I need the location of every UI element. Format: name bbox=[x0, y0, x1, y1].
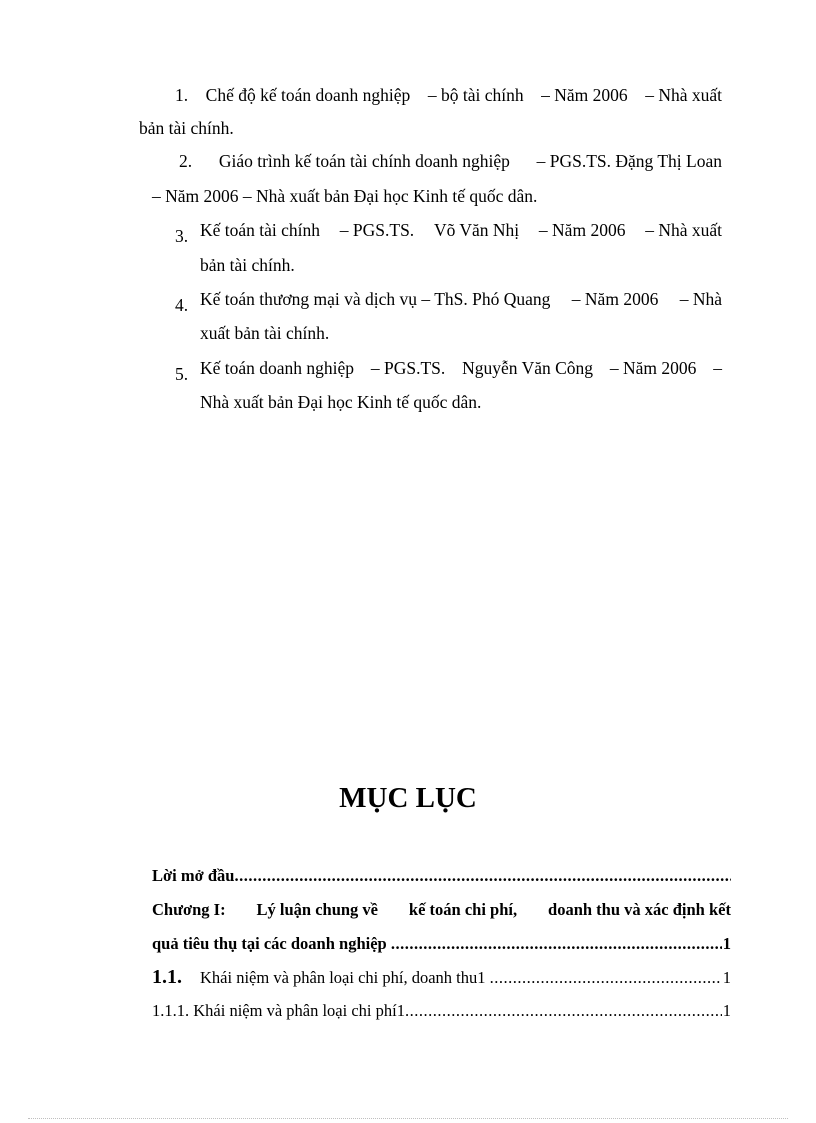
reference-4-line-1 bbox=[200, 288, 722, 310]
reference-text: – bbox=[713, 358, 722, 378]
reference-text: – Năm 2006 bbox=[541, 85, 628, 105]
toc-entry-section-1-1-1[interactable] bbox=[152, 1000, 731, 1022]
reference-1-line-1 bbox=[175, 84, 722, 106]
page-bottom-divider bbox=[28, 1118, 788, 1120]
toc-leader-dots bbox=[490, 967, 722, 989]
reference-text: Chế độ kế toán doanh nghiệp bbox=[205, 85, 411, 105]
toc-entry-label: Lý luận chung về bbox=[256, 900, 379, 919]
toc-entry-label: 1.1.1. Khái niệm và phân loại chi phí1 bbox=[152, 1001, 405, 1020]
reference-3-line-1 bbox=[200, 219, 722, 241]
reference-text: Kế toán tài chính bbox=[200, 220, 321, 240]
reference-text: Giáo trình kế toán tài chính doanh nghiệp bbox=[218, 151, 510, 171]
toc-entry-section-1-1[interactable] bbox=[152, 966, 731, 989]
reference-5-line-2: Nhà xuất bản Đại học Kinh tế quốc dân. bbox=[200, 392, 482, 412]
reference-text: – Năm 2006 bbox=[609, 358, 697, 378]
reference-5-line-1 bbox=[200, 357, 722, 379]
reference-1-line-2: bản tài chính. bbox=[139, 118, 234, 138]
reference-1-number: 1. bbox=[175, 85, 189, 105]
toc-entry-label: kế toán chi phí, bbox=[408, 900, 518, 919]
reference-text: Võ Văn Nhị bbox=[433, 220, 520, 240]
reference-4-number: 4. bbox=[175, 295, 189, 315]
reference-text: – bộ tài chính bbox=[427, 85, 524, 105]
toc-leader-dots bbox=[391, 933, 722, 955]
reference-text: – PGS.TS. bbox=[339, 220, 415, 240]
toc-entry-intro[interactable] bbox=[152, 865, 731, 887]
reference-3-number: 3. bbox=[175, 226, 189, 246]
toc-entry-label: doanh thu và xác định kết bbox=[548, 900, 731, 919]
reference-text: – Năm 2006 bbox=[538, 220, 626, 240]
toc-entry-label: Lời mở đầu bbox=[152, 866, 235, 885]
toc-entry-chapter-1-line-2[interactable] bbox=[152, 933, 731, 955]
toc-entry-label: Chương I: bbox=[152, 900, 226, 919]
reference-text: – Nhà xuất bbox=[645, 85, 722, 105]
toc-entry-label: quả tiêu thụ tại các doanh nghiệp bbox=[152, 934, 391, 953]
toc-page-number: 1 bbox=[722, 934, 731, 953]
reference-2-line-1 bbox=[179, 150, 722, 172]
reference-text: – Nhà xuất bbox=[645, 220, 722, 240]
toc-entry-chapter-1[interactable] bbox=[152, 899, 731, 921]
reference-2-line-2: – Năm 2006 – Nhà xuất bản Đại học Kinh tế quốc dân. bbox=[152, 186, 538, 206]
toc-page-number: 1 bbox=[722, 968, 731, 987]
reference-text: – Nhà bbox=[679, 289, 722, 309]
reference-3-line-2: bản tài chính. bbox=[200, 255, 295, 275]
toc-leader-dots bbox=[234, 865, 731, 887]
toc-section-number: 1.1. bbox=[152, 966, 182, 988]
reference-text: Kế toán thương mại và dịch vụ – ThS. Phó Quang bbox=[200, 289, 551, 309]
toc-page-number: 1 bbox=[722, 1001, 731, 1020]
reference-text: – PGS.TS. bbox=[370, 358, 446, 378]
toc-entry-label: Khái niệm và phân loại chi phí, doanh thu1 bbox=[200, 968, 490, 987]
reference-text: – PGS.TS. Đặng Thị Loan bbox=[536, 151, 722, 171]
reference-text: Kế toán doanh nghiệp bbox=[200, 358, 355, 378]
toc-title: MỤC LỤC bbox=[339, 782, 477, 814]
reference-5-number: 5. bbox=[175, 364, 189, 384]
reference-text: Nguyễn Văn Công bbox=[462, 358, 594, 378]
reference-2-number: 2. bbox=[179, 151, 193, 171]
reference-text: – Năm 2006 bbox=[571, 289, 659, 309]
reference-4-line-2: xuất bản tài chính. bbox=[200, 323, 330, 343]
toc-leader-dots bbox=[405, 1000, 722, 1022]
